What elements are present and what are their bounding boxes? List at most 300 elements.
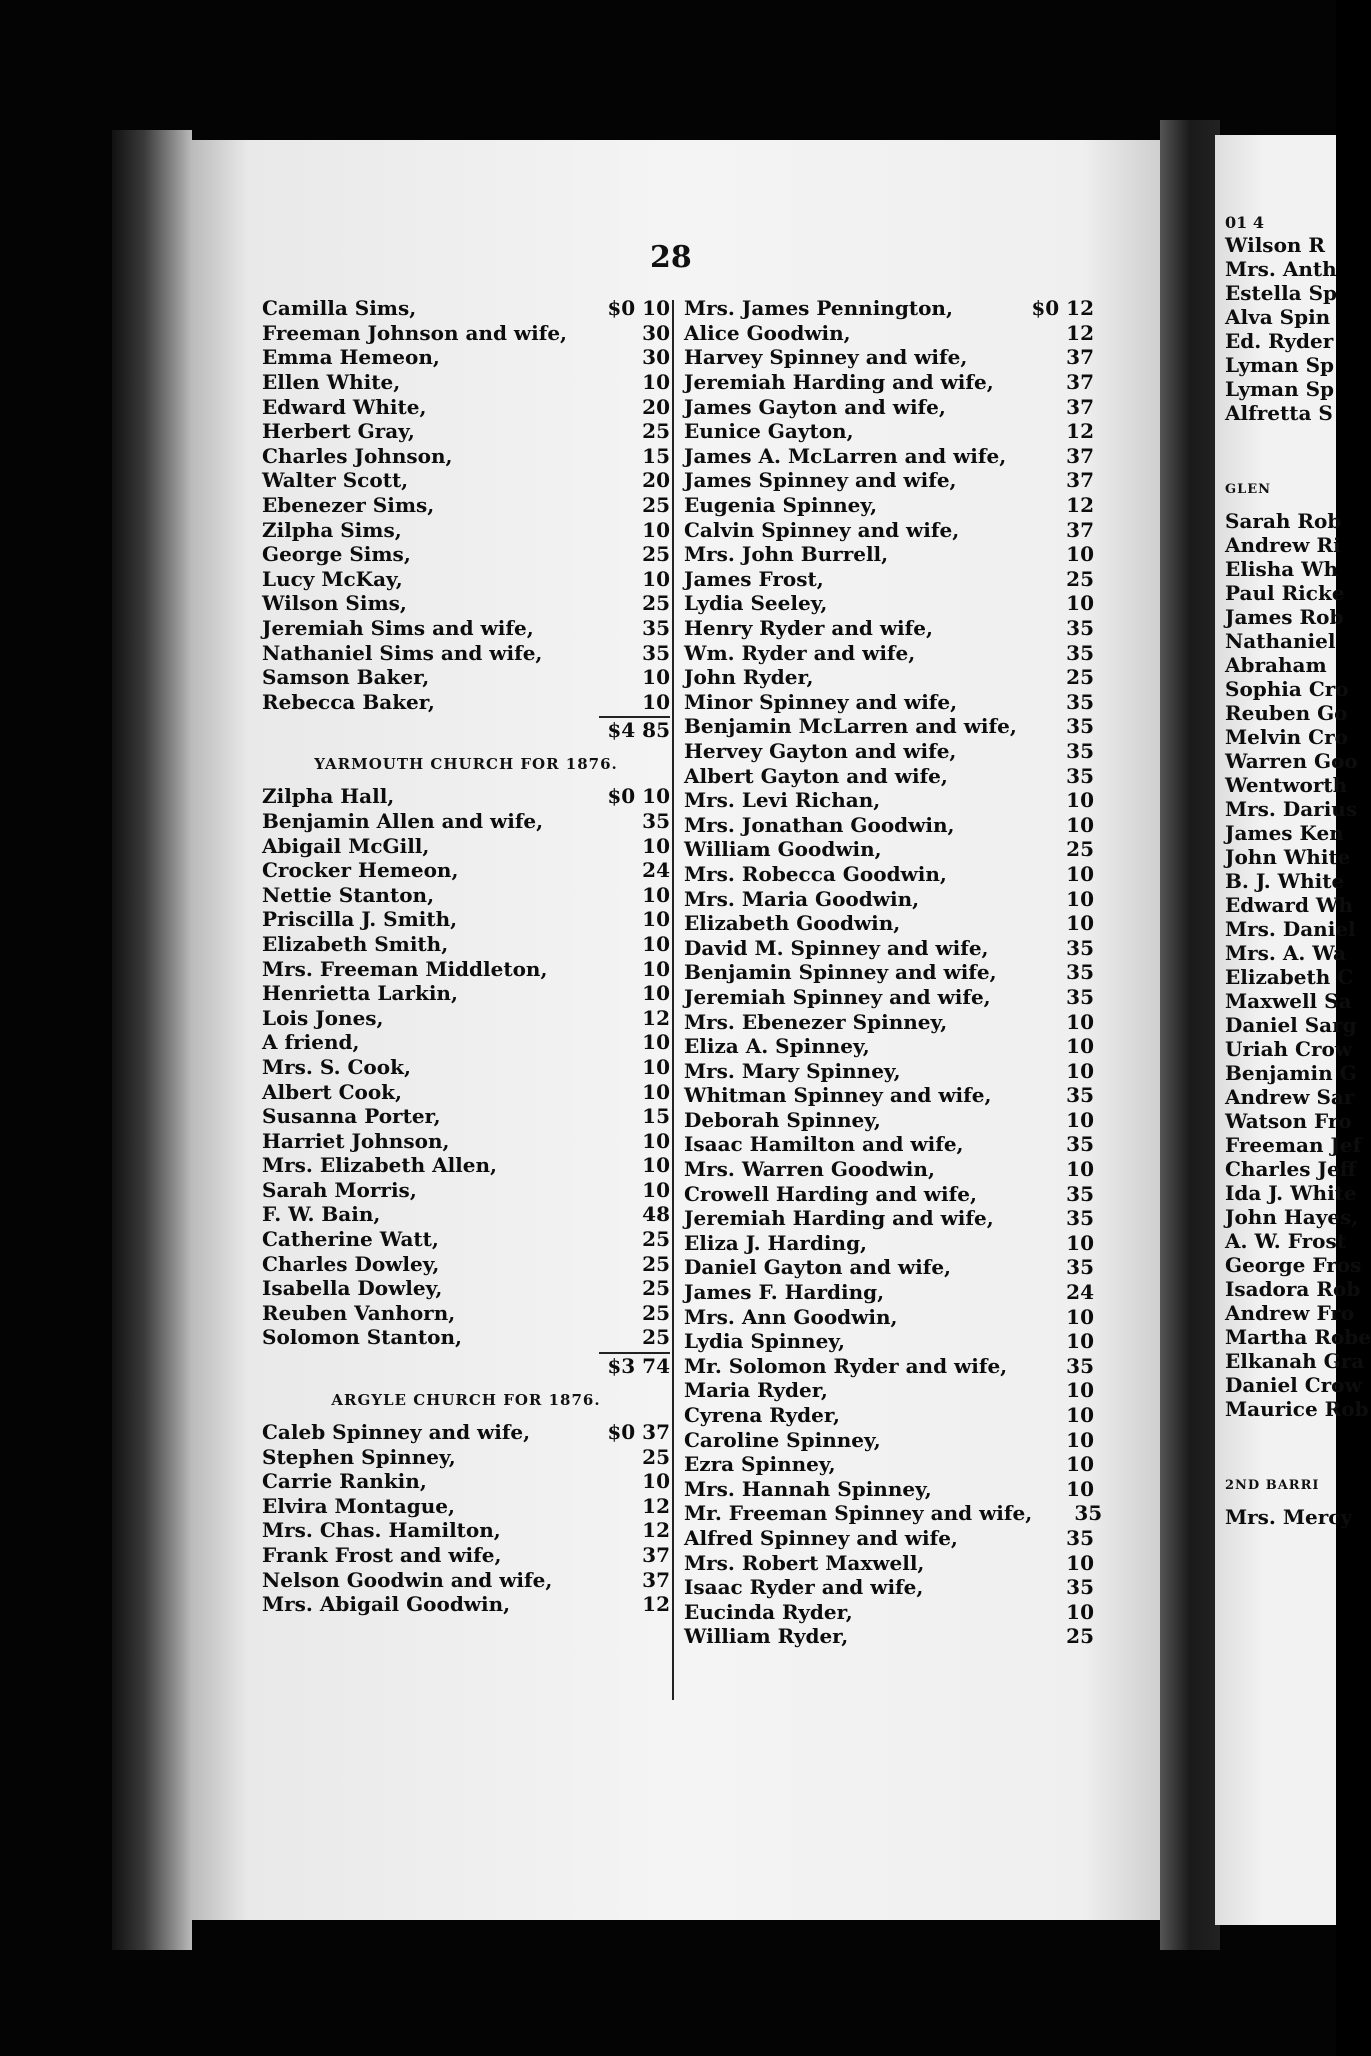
contribution-row <box>684 567 1094 592</box>
contribution-amount: 25 <box>642 1444 670 1469</box>
contribution-amount: 35 <box>1074 1501 1103 1526</box>
next-page-entry: Maurice Rob <box>1225 1397 1369 1421</box>
next-page-entry: John White <box>1225 845 1351 869</box>
contributor-name: Edward White, <box>262 394 427 419</box>
next-page-entry: Freeman Jef <box>1225 1133 1362 1157</box>
contribution-row <box>262 1227 670 1252</box>
contribution-row <box>684 1058 1094 1083</box>
contribution-row <box>262 1005 670 1030</box>
contributor-name: Mrs. Jonathan Goodwin, <box>684 812 955 837</box>
contributor-name: Henry Ryder and wife, <box>684 616 933 641</box>
contribution-row <box>684 1157 1094 1182</box>
contribution-amount: 10 <box>1066 1157 1094 1182</box>
contributor-name: Wm. Ryder and wife, <box>684 640 916 665</box>
contribution-row <box>684 1526 1094 1551</box>
contributor-name: Crocker Hemeon, <box>262 858 459 883</box>
contributor-name: Stephen Spinney, <box>262 1444 456 1469</box>
contributor-name: Eliza J. Harding, <box>684 1230 868 1255</box>
next-page-entry: Alfretta S <box>1225 401 1333 425</box>
contributor-name: Deborah Spinney, <box>684 1107 881 1132</box>
contribution-amount: 10 <box>642 907 670 932</box>
contribution-amount: 10 <box>1066 886 1094 911</box>
next-page-entry: Martha Robe <box>1225 1325 1371 1349</box>
contribution-amount: 37 <box>1066 443 1094 468</box>
contributor-name: Ezra Spinney, <box>684 1452 836 1477</box>
contribution-amount: 35 <box>1066 1525 1094 1550</box>
contributor-name: Mrs. Ann Goodwin, <box>684 1304 898 1329</box>
contribution-amount: 35 <box>1066 763 1094 788</box>
contribution-amount: 35 <box>1066 1181 1094 1206</box>
next-page-entry: Isadora Rob <box>1225 1277 1361 1301</box>
contributor-name: Harriet Johnson, <box>262 1128 450 1153</box>
contribution-amount: 12 <box>642 1493 670 1518</box>
contribution-row <box>684 321 1094 346</box>
contributor-name: Isaac Hamilton and wife, <box>684 1132 964 1157</box>
contribution-row <box>684 690 1094 715</box>
contribution-row <box>684 1231 1094 1256</box>
contributor-name: David M. Spinney and wife, <box>684 935 989 960</box>
contribution-amount: 25 <box>642 419 670 444</box>
contribution-row <box>262 370 670 395</box>
contribution-amount: 10 <box>1066 812 1094 837</box>
contributor-name: Benjamin Allen and wife, <box>262 808 544 833</box>
contribution-amount: 10 <box>642 1177 670 1202</box>
contribution-row <box>262 1592 670 1617</box>
contributor-name: Freeman Johnson and wife, <box>262 320 567 345</box>
next-page-list-2 <box>1215 509 1371 1421</box>
contribution-row <box>262 1469 670 1494</box>
contribution-amount: 35 <box>1066 1206 1094 1231</box>
contributor-name: Crowell Harding and wife, <box>684 1181 977 1206</box>
contributor-name: Mrs. Mary Spinney, <box>684 1058 901 1083</box>
contribution-amount: 37 <box>1066 394 1094 419</box>
contribution-amount: 35 <box>1066 738 1094 763</box>
contribution-row <box>262 1079 670 1104</box>
contributor-name: Lois Jones, <box>262 1005 384 1030</box>
contribution-amount: 15 <box>642 1104 670 1129</box>
contribution-amount: 10 <box>642 1153 670 1178</box>
contribution-amount: 10 <box>1066 1304 1094 1329</box>
contribution-amount: 12 <box>642 1518 670 1543</box>
contributor-name: Mrs. Levi Richan, <box>684 788 881 813</box>
contribution-row <box>262 1251 670 1276</box>
contribution-row <box>684 1255 1094 1280</box>
contributor-name: Elizabeth Smith, <box>262 931 449 956</box>
contribution-row <box>262 882 670 907</box>
contributor-name: Samson Baker, <box>262 665 430 690</box>
contribution-row <box>684 837 1094 862</box>
contribution-row <box>684 1550 1094 1575</box>
contributor-name: Zilpha Sims, <box>262 517 402 542</box>
contribution-amount: 10 <box>1066 911 1094 936</box>
contributor-name: Cyrena Ryder, <box>684 1403 840 1428</box>
book-gutter <box>1160 120 1220 1950</box>
contribution-amount: 12 <box>1066 320 1094 345</box>
contribution-row <box>684 591 1094 616</box>
contributor-name: Priscilla J. Smith, <box>262 907 458 932</box>
next-page-list-3 <box>1215 1505 1353 1529</box>
contribution-amount: 25 <box>1066 1624 1094 1649</box>
contribution-amount: 10 <box>642 665 670 690</box>
contributor-name: Mrs. Robecca Goodwin, <box>684 861 947 886</box>
contributor-name: Abigail McGill, <box>262 833 430 858</box>
contribution-amount: 10 <box>642 1054 670 1079</box>
contribution-row <box>684 444 1094 469</box>
contribution-amount: 10 <box>642 517 670 542</box>
next-page-entry: A. W. Frost <box>1225 1229 1346 1253</box>
contribution-amount: 25 <box>1066 566 1094 591</box>
contributor-name: Isaac Ryder and wife, <box>684 1575 924 1600</box>
next-page-entry: Lyman Sp <box>1225 353 1335 377</box>
contribution-row <box>262 419 670 444</box>
contribution-row <box>684 1206 1094 1231</box>
contribution-amount: 12 <box>642 1592 670 1617</box>
contribution-row <box>684 1304 1094 1329</box>
contribution-amount: $0 37 <box>607 1420 670 1445</box>
contributor-name: Camilla Sims, <box>262 296 417 321</box>
contribution-row <box>684 345 1094 370</box>
contribution-amount: 25 <box>1066 665 1094 690</box>
contribution-row <box>262 784 670 809</box>
next-page-entry: Sophia Cro <box>1225 677 1349 701</box>
contribution-row <box>684 1354 1094 1379</box>
contributor-name: Caroline Spinney, <box>684 1427 881 1452</box>
contribution-row <box>262 591 670 616</box>
next-page-entry: Watson Fro <box>1225 1109 1352 1133</box>
next-page-entry: B. J. White <box>1225 869 1345 893</box>
next-page-entry: Abraham <box>1225 653 1327 677</box>
next-page-entry: George Fros <box>1225 1253 1362 1277</box>
contribution-amount: 15 <box>642 443 670 468</box>
contribution-row <box>262 932 670 957</box>
contribution-amount: 25 <box>642 1276 670 1301</box>
contribution-amount: 35 <box>1066 1255 1094 1280</box>
next-page-entry: John Hayes, <box>1225 1205 1359 1229</box>
contribution-amount: 25 <box>1066 837 1094 862</box>
contribution-amount: 10 <box>1066 1378 1094 1403</box>
contribution-amount: 10 <box>1066 1452 1094 1477</box>
contribution-amount: 10 <box>642 956 670 981</box>
contributor-name: Calvin Spinney and wife, <box>684 517 960 542</box>
contributor-name: Lucy McKay, <box>262 566 403 591</box>
next-page-heading: GLEN <box>1225 481 1272 497</box>
contributor-name: Mr. Freeman Spinney and wife, <box>684 1501 1033 1526</box>
subtotal-1-value: $4 85 <box>599 716 670 742</box>
contribution-amount: 25 <box>642 542 670 567</box>
contribution-row <box>684 935 1094 960</box>
contribution-row <box>684 1009 1094 1034</box>
contributor-name: Nathaniel Sims and wife, <box>262 640 543 665</box>
contribution-amount: 10 <box>1066 1476 1094 1501</box>
contribution-row <box>262 981 670 1006</box>
contributor-list-argyle <box>262 1420 670 1617</box>
contribution-row <box>262 1518 670 1543</box>
contributor-name: William Ryder, <box>684 1624 849 1649</box>
contribution-amount: 35 <box>1066 960 1094 985</box>
contribution-row <box>262 956 670 981</box>
contribution-row <box>684 763 1094 788</box>
contributor-name: Daniel Gayton and wife, <box>684 1255 952 1280</box>
contribution-row <box>262 665 670 690</box>
contribution-row <box>262 1153 670 1178</box>
contribution-row <box>684 665 1094 690</box>
contribution-row <box>684 640 1094 665</box>
contributor-name: Isabella Dowley, <box>262 1276 443 1301</box>
contribution-row <box>684 886 1094 911</box>
contributor-name: Susanna Porter, <box>262 1104 441 1129</box>
contribution-row <box>684 1599 1094 1624</box>
contribution-amount: 25 <box>642 1325 670 1350</box>
contributor-name: Mrs. Freeman Middleton, <box>262 956 548 981</box>
contribution-row <box>262 907 670 932</box>
next-page-entry: Mrs. Darius <box>1225 797 1358 821</box>
contribution-row <box>262 1494 670 1519</box>
contribution-row <box>684 1034 1094 1059</box>
contribution-amount: 10 <box>642 981 670 1006</box>
contributor-name: Ebenezer Sims, <box>262 493 435 518</box>
contribution-row <box>684 960 1094 985</box>
contribution-amount: 37 <box>1066 468 1094 493</box>
next-page-entry: Daniel Sarg <box>1225 1013 1357 1037</box>
next-page-entry: Mrs. Mercy <box>1225 1505 1353 1529</box>
contributor-name: James Frost, <box>684 566 824 591</box>
subtotal-1 <box>262 714 670 744</box>
contributor-name: Sarah Morris, <box>262 1177 417 1202</box>
right-column <box>684 296 1103 1649</box>
contribution-row <box>684 812 1094 837</box>
contribution-amount: 35 <box>1066 1083 1094 1108</box>
contribution-amount: 37 <box>1066 370 1094 395</box>
contribution-amount: 37 <box>1066 345 1094 370</box>
contribution-row <box>684 394 1094 419</box>
contribution-row <box>262 468 670 493</box>
contributor-name: Wilson Sims, <box>262 591 407 616</box>
next-page-entry: Melvin Cro <box>1225 725 1348 749</box>
contributor-name: Hervey Gayton and wife, <box>684 738 957 763</box>
contributor-name: Eliza A. Spinney, <box>684 1034 870 1059</box>
next-page-entry: Charles Jeff <box>1225 1157 1357 1181</box>
contribution-amount: $0 10 <box>607 296 670 321</box>
contributor-name: Reuben Vanhorn, <box>262 1300 456 1325</box>
contribution-row <box>684 542 1094 567</box>
contributor-name: Alfred Spinney and wife, <box>684 1525 958 1550</box>
contribution-row <box>262 444 670 469</box>
next-page-entry: Elisha Wh <box>1225 557 1339 581</box>
contribution-amount: $0 12 <box>1031 296 1094 321</box>
contribution-amount: 35 <box>1066 1353 1094 1378</box>
contribution-amount: 35 <box>1066 616 1094 641</box>
contribution-row <box>262 809 670 834</box>
next-page-entry: Estella Sp <box>1225 281 1338 305</box>
contributor-name: Elvira Montague, <box>262 1493 455 1518</box>
contribution-row <box>262 1202 670 1227</box>
contribution-amount: 35 <box>1066 1132 1094 1157</box>
contributor-name: James F. Harding, <box>684 1280 885 1305</box>
contribution-amount: 10 <box>642 1030 670 1055</box>
contribution-amount: 10 <box>1066 1550 1094 1575</box>
contribution-row <box>684 517 1094 542</box>
contributor-name: Harvey Spinney and wife, <box>684 345 968 370</box>
next-page-entry: James Ken <box>1225 821 1344 845</box>
contribution-amount: 10 <box>1066 1058 1094 1083</box>
contributor-name: Benjamin Spinney and wife, <box>684 960 997 985</box>
next-page-entry: Edward Wh <box>1225 893 1353 917</box>
contribution-row <box>262 321 670 346</box>
contributor-name: Charles Johnson, <box>262 443 453 468</box>
contribution-amount: 10 <box>1066 788 1094 813</box>
next-page-entry: Sarah Rob <box>1225 509 1342 533</box>
contribution-amount: 30 <box>642 320 670 345</box>
next-page-list-1 <box>1215 233 1336 425</box>
contribution-row <box>684 1501 1103 1526</box>
contribution-amount: 12 <box>1066 419 1094 444</box>
contribution-row <box>684 296 1094 321</box>
contribution-row <box>684 1452 1094 1477</box>
contributor-list-right <box>684 296 1103 1649</box>
contributor-name: Mrs. Elizabeth Allen, <box>262 1153 498 1178</box>
next-page-entry: Andrew Fro <box>1225 1301 1355 1325</box>
contributor-name: Whitman Spinney and wife, <box>684 1083 992 1108</box>
contribution-amount: 35 <box>1066 640 1094 665</box>
contributor-name: Mrs. Chas. Hamilton, <box>262 1518 501 1543</box>
next-page-entry: Benjamin G <box>1225 1061 1357 1085</box>
contributor-name: Eunice Gayton, <box>684 419 854 444</box>
contribution-amount: 25 <box>642 493 670 518</box>
contribution-amount: 35 <box>642 616 670 641</box>
contribution-row <box>684 1427 1094 1452</box>
next-page-entry: Wilson R <box>1225 233 1326 257</box>
contribution-row <box>262 1543 670 1568</box>
contribution-amount: 30 <box>642 345 670 370</box>
contribution-row <box>262 1444 670 1469</box>
contributor-name: Nettie Stanton, <box>262 882 435 907</box>
contributor-name: Benjamin McLarren and wife, <box>684 714 1017 739</box>
contribution-row <box>262 1276 670 1301</box>
contribution-row <box>262 296 670 321</box>
contribution-amount: 12 <box>642 1005 670 1030</box>
contributor-name: Jeremiah Harding and wife, <box>684 370 994 395</box>
next-page-fragment <box>1215 135 1371 1925</box>
contribution-row <box>684 1403 1094 1428</box>
next-page-entry: Mrs. A. Wa <box>1225 941 1346 965</box>
contributor-name: Carrie Rankin, <box>262 1469 427 1494</box>
contributor-name: Mrs. James Pennington, <box>684 296 953 321</box>
contribution-row <box>684 788 1094 813</box>
contributor-name: Mrs. Hannah Spinney, <box>684 1476 932 1501</box>
next-page-entry: Ed. Ryder <box>1225 329 1334 353</box>
contribution-row <box>684 1477 1094 1502</box>
contribution-amount: 10 <box>1066 1427 1094 1452</box>
contribution-row <box>262 1301 670 1326</box>
next-page-entry: Mrs. Daniel <box>1225 917 1356 941</box>
contributor-name: Mrs. John Burrell, <box>684 542 889 567</box>
contributor-name: Alice Goodwin, <box>684 320 851 345</box>
contribution-amount: 10 <box>642 1128 670 1153</box>
contribution-row <box>684 1108 1094 1133</box>
contributor-name: Eugenia Spinney, <box>684 493 878 518</box>
contribution-row <box>262 345 670 370</box>
contributor-name: Lydia Spinney, <box>684 1329 845 1354</box>
contributor-list-yarmouth <box>262 784 670 1350</box>
contribution-amount: 10 <box>642 833 670 858</box>
contribution-amount: 20 <box>642 468 670 493</box>
contribution-amount: 37 <box>642 1567 670 1592</box>
contribution-row <box>684 468 1094 493</box>
contribution-amount: 10 <box>642 1079 670 1104</box>
section-heading-yarmouth: YARMOUTH CHURCH FOR 1876. <box>314 755 618 774</box>
contribution-amount: 10 <box>642 882 670 907</box>
contribution-row <box>684 1181 1094 1206</box>
contribution-row <box>684 1378 1094 1403</box>
next-page-entry: Paul Ricke <box>1225 581 1345 605</box>
contribution-amount: 10 <box>1066 861 1094 886</box>
contribution-amount: 25 <box>642 1227 670 1252</box>
contribution-row <box>262 690 670 715</box>
section-heading-argyle: ARGYLE CHURCH FOR 1876. <box>331 1390 601 1409</box>
contributor-name: A friend, <box>262 1030 360 1055</box>
next-page-entry: Alva Spin <box>1225 305 1331 329</box>
contribution-row <box>262 1030 670 1055</box>
contribution-amount: 35 <box>1066 984 1094 1009</box>
next-page-entry: Andrew Ri <box>1225 533 1341 557</box>
next-page-entry: Lyman Sp <box>1225 377 1335 401</box>
contributor-name: Eucinda Ryder, <box>684 1599 853 1624</box>
next-page-entry: Elizabeth C <box>1225 965 1354 989</box>
contributor-name: Walter Scott, <box>262 468 409 493</box>
contribution-row <box>684 1132 1094 1157</box>
next-page-entry: Warren Goo <box>1225 749 1358 773</box>
contribution-amount: 10 <box>642 689 670 714</box>
contribution-row <box>684 911 1094 936</box>
contribution-row <box>262 1420 670 1445</box>
left-column <box>262 296 670 1617</box>
contribution-row <box>262 1104 670 1129</box>
next-page-top: 01 4 <box>1225 213 1264 232</box>
contributor-name: Nelson Goodwin and wife, <box>262 1567 553 1592</box>
contributor-name: Henrietta Larkin, <box>262 981 458 1006</box>
next-page-entry: James Rob <box>1225 605 1344 629</box>
contribution-row <box>684 985 1094 1010</box>
next-page-entry: Nathaniel <box>1225 629 1336 653</box>
contribution-amount: 10 <box>1066 1329 1094 1354</box>
contribution-amount: 25 <box>642 591 670 616</box>
contributor-name: Zilpha Hall, <box>262 784 395 809</box>
contribution-row <box>684 1575 1094 1600</box>
contributor-name: Minor Spinney and wife, <box>684 689 958 714</box>
contribution-row <box>684 1083 1094 1108</box>
subtotal-2 <box>262 1350 670 1380</box>
next-page-heading-2: 2ND BARRI <box>1225 1477 1320 1493</box>
column-divider <box>672 300 674 1700</box>
contribution-row <box>684 419 1094 444</box>
contribution-row <box>684 1624 1094 1649</box>
contribution-row <box>684 739 1094 764</box>
contribution-amount: 10 <box>1066 1009 1094 1034</box>
contributor-name: Rebecca Baker, <box>262 689 435 714</box>
contribution-amount: 10 <box>1066 1599 1094 1624</box>
contribution-row <box>262 394 670 419</box>
contributor-name: Herbert Gray, <box>262 419 415 444</box>
contributor-name: James Gayton and wife, <box>684 394 946 419</box>
contributor-name: Mrs. Maria Goodwin, <box>684 886 920 911</box>
contributor-name: Mr. Solomon Ryder and wife, <box>684 1353 1008 1378</box>
contribution-row <box>262 1055 670 1080</box>
contribution-amount: 25 <box>642 1251 670 1276</box>
contributor-name: James Spinney and wife, <box>684 468 957 493</box>
contribution-amount: 10 <box>1066 1230 1094 1255</box>
contribution-row <box>262 1128 670 1153</box>
contribution-amount: 35 <box>642 808 670 833</box>
